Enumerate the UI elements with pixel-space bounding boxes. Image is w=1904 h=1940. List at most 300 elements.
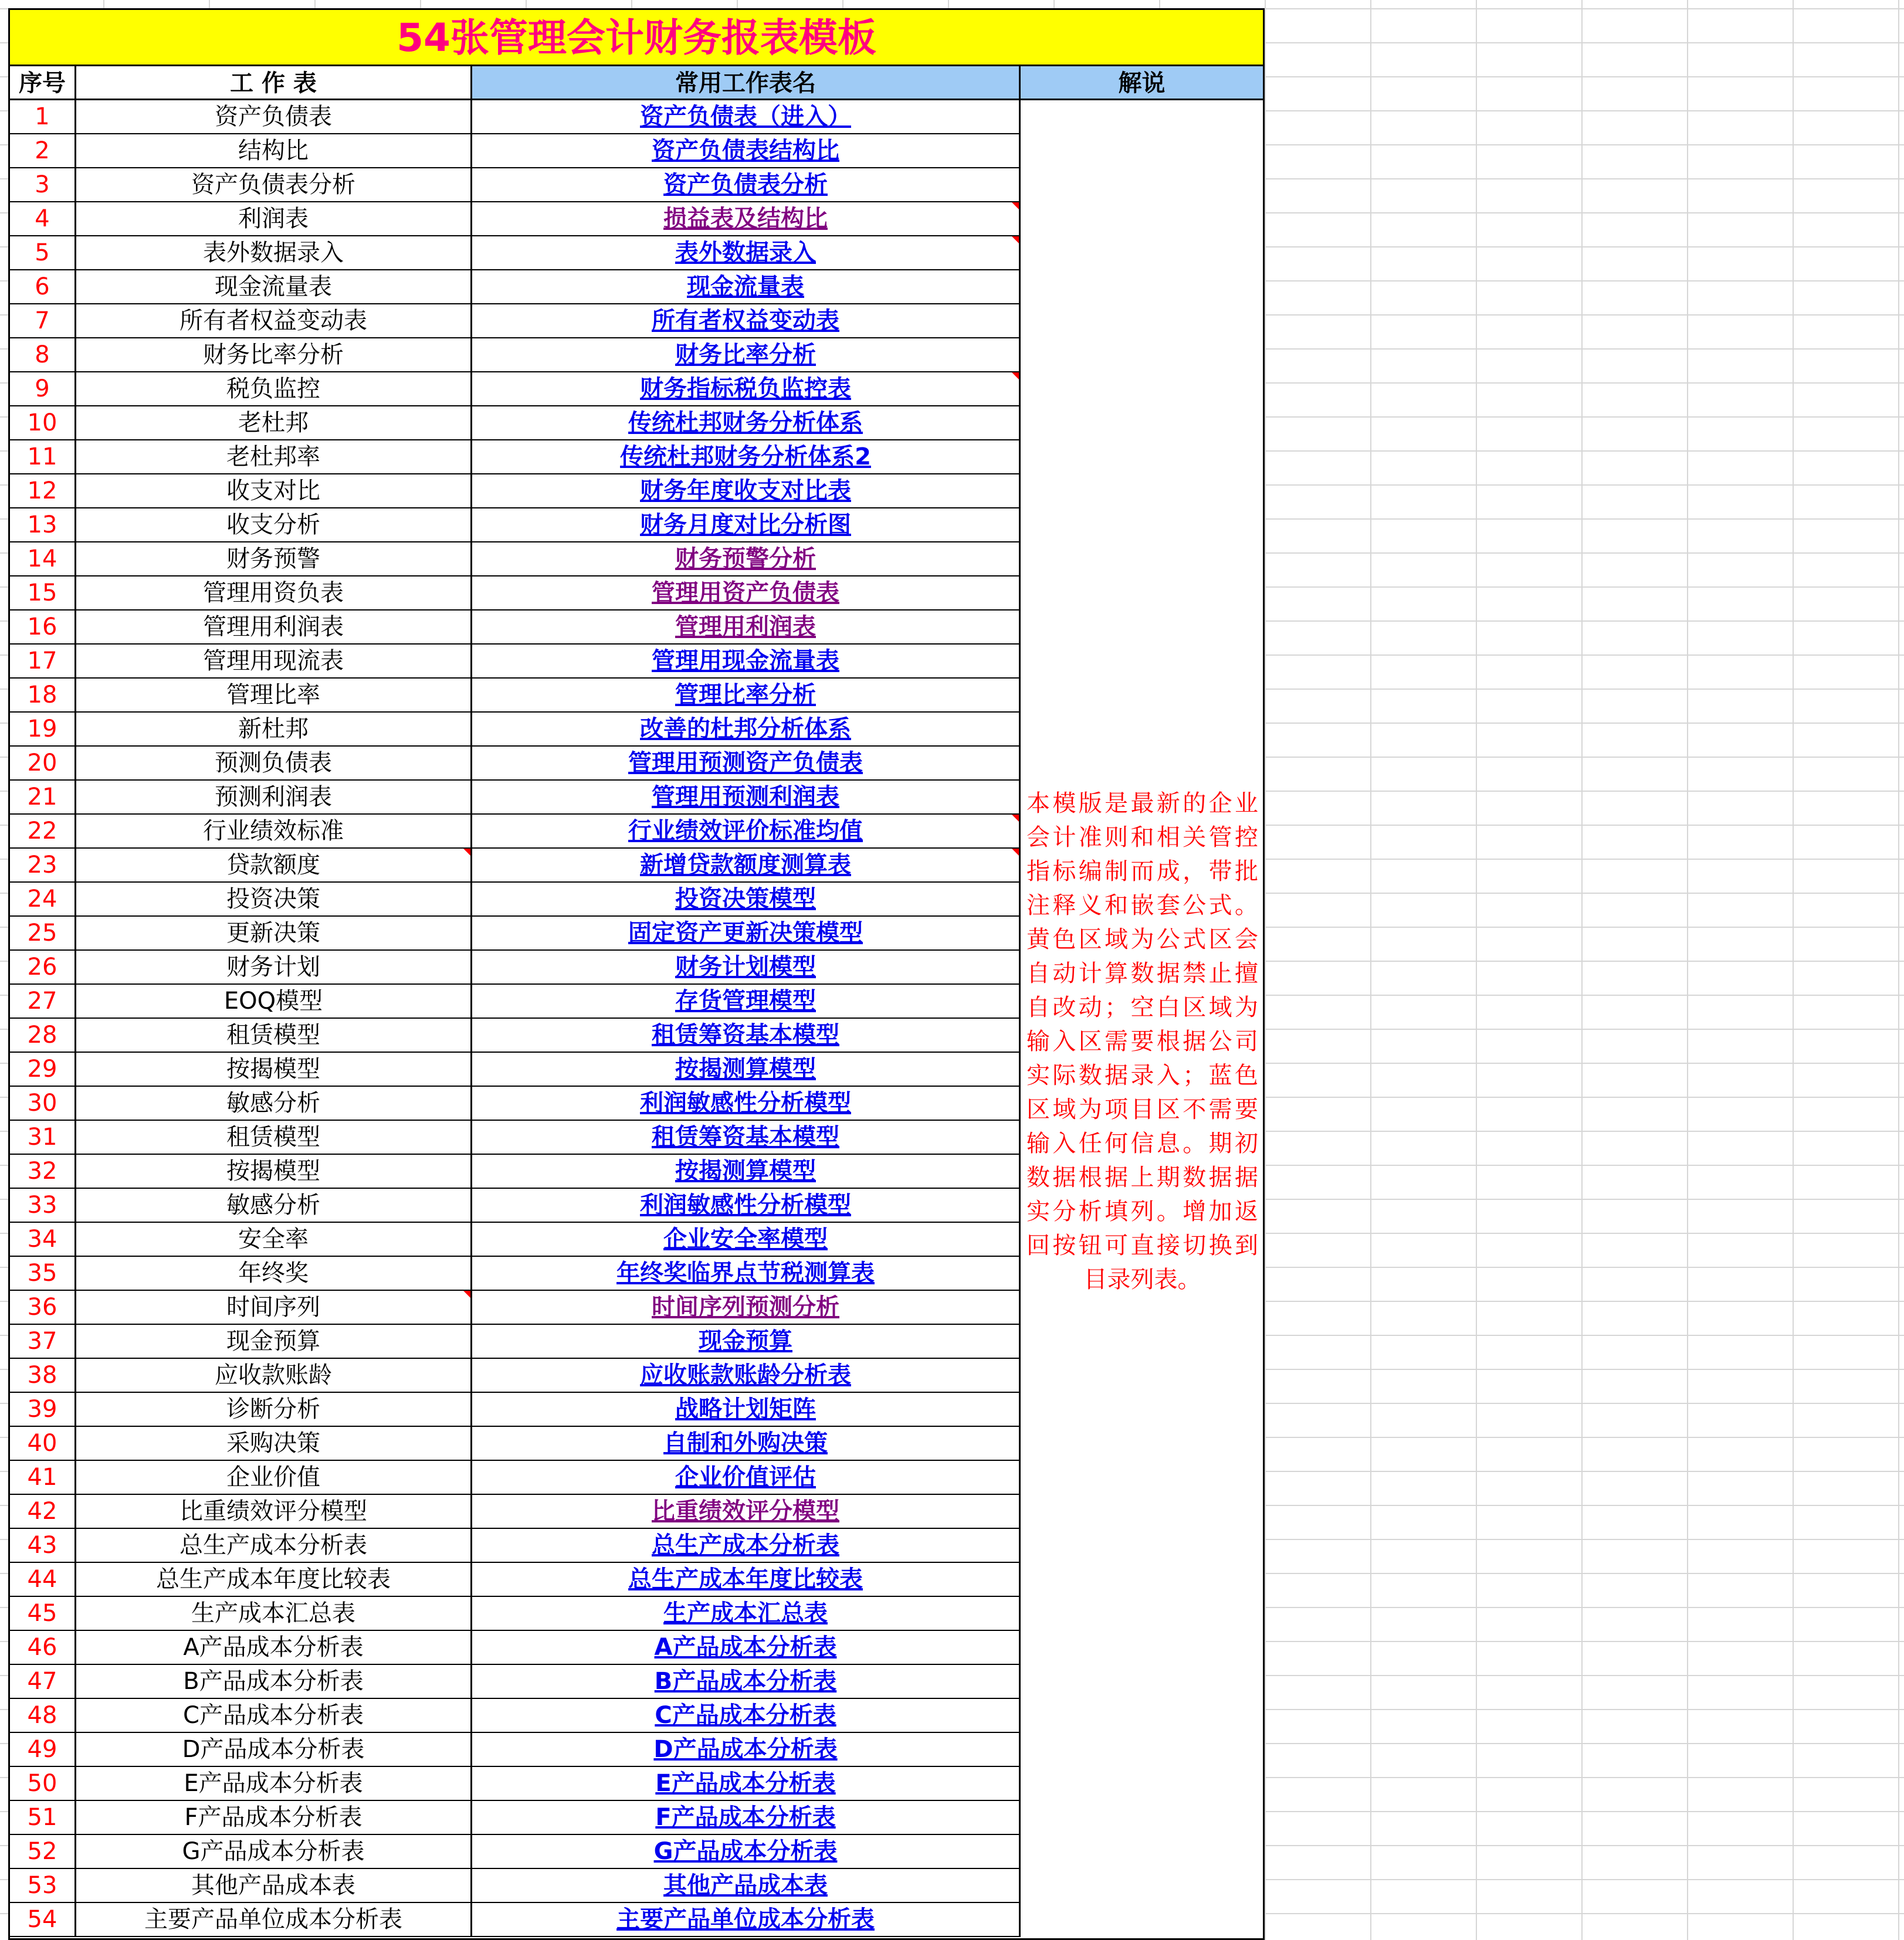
worksheet-label-text: 按揭模型 — [226, 1056, 320, 1083]
row-number: 39 — [10, 1393, 76, 1427]
table-row — [10, 1019, 1021, 1053]
sheet-hyperlink[interactable]: 租赁筹资基本模型 — [652, 1124, 839, 1151]
worksheet-label-text: 新杜邦 — [238, 715, 309, 742]
sheet-hyperlink[interactable]: 应收账款账龄分析表 — [640, 1362, 851, 1389]
row-number: 51 — [10, 1801, 76, 1835]
sheet-hyperlink[interactable]: B产品成本分析表 — [654, 1668, 837, 1695]
worksheet-label — [76, 1427, 472, 1461]
worksheet-label-text: 企业价值 — [226, 1464, 320, 1491]
sheet-link-cell — [472, 1699, 1021, 1733]
worksheet-label-text: 资产负债表分析 — [191, 171, 355, 198]
row-number: 53 — [10, 1869, 76, 1903]
row-number: 44 — [10, 1563, 76, 1597]
worksheet-label-text: 生产成本汇总表 — [191, 1600, 355, 1627]
worksheet-label-text: 租赁模型 — [226, 1124, 320, 1151]
table-row — [10, 883, 1021, 917]
sheet-hyperlink[interactable]: 现金流量表 — [687, 273, 804, 300]
report-index-table — [8, 8, 1265, 1940]
sheet-hyperlink[interactable]: A产品成本分析表 — [654, 1634, 837, 1661]
sheet-hyperlink[interactable]: 企业安全率模型 — [663, 1226, 828, 1253]
sheet-link-cell — [472, 576, 1021, 611]
sheet-link-cell — [472, 1427, 1021, 1461]
sheet-hyperlink[interactable]: 企业价值评估 — [675, 1464, 816, 1491]
sheet-hyperlink[interactable]: 存货管理模型 — [675, 988, 816, 1015]
sheet-hyperlink[interactable]: 管理用预测利润表 — [652, 784, 839, 810]
sheet-link-cell — [472, 508, 1021, 542]
worksheet-label-text: 投资决策 — [226, 886, 320, 913]
sheet-link-cell — [472, 611, 1021, 645]
worksheet-label-text: 现金流量表 — [215, 273, 332, 300]
row-number: 22 — [10, 815, 76, 849]
worksheet-label — [76, 406, 472, 440]
table-row — [10, 372, 1021, 406]
sheet-hyperlink[interactable]: 行业绩效评价标准均值 — [628, 818, 863, 844]
sheet-link-cell — [472, 883, 1021, 917]
worksheet-label-text: B产品成本分析表 — [183, 1668, 364, 1695]
worksheet-label — [76, 1869, 472, 1903]
table-row — [10, 679, 1021, 713]
sheet-hyperlink[interactable]: 自制和外购决策 — [663, 1430, 828, 1457]
row-number: 18 — [10, 679, 76, 713]
worksheet-label-text: 老杜邦率 — [226, 443, 320, 470]
sheet-link-cell — [472, 1155, 1021, 1189]
worksheet-label — [76, 474, 472, 508]
table-row — [10, 1155, 1021, 1189]
worksheet-label-text: EOQ模型 — [223, 988, 323, 1015]
worksheet-label-text: 老杜邦 — [238, 409, 309, 436]
sheet-link-cell — [472, 1121, 1021, 1155]
sheet-link-cell — [472, 645, 1021, 679]
table-row — [10, 576, 1021, 611]
comment-indicator-icon[interactable] — [1012, 815, 1019, 822]
sheet-link-cell — [472, 747, 1021, 781]
sheet-link-cell — [472, 1393, 1021, 1427]
sheet-link-cell — [472, 168, 1021, 202]
worksheet-label — [76, 611, 472, 645]
row-number: 50 — [10, 1767, 76, 1801]
table-row — [10, 134, 1021, 168]
row-number: 20 — [10, 747, 76, 781]
worksheet-label — [76, 985, 472, 1019]
sheet-link-cell — [472, 1257, 1021, 1291]
worksheet-label — [76, 100, 472, 134]
worksheet-label — [76, 951, 472, 985]
sheet-hyperlink[interactable]: 利润敏感性分析模型 — [640, 1090, 851, 1117]
sheet-hyperlink[interactable]: 资产负债表（进入） — [640, 103, 851, 130]
row-number: 31 — [10, 1121, 76, 1155]
worksheet-label — [76, 1121, 472, 1155]
worksheet-label — [76, 1631, 472, 1665]
table-row — [10, 1529, 1021, 1563]
sheet-hyperlink[interactable]: 财务预警分析 — [675, 545, 816, 572]
row-number: 9 — [10, 372, 76, 406]
table-row — [10, 1495, 1021, 1529]
worksheet-label-text: 诊断分析 — [226, 1396, 320, 1423]
worksheet-label — [76, 1461, 472, 1495]
comment-indicator-icon[interactable] — [463, 1291, 470, 1298]
table-row — [10, 542, 1021, 576]
worksheet-label-text: 收支分析 — [226, 511, 320, 538]
row-number: 30 — [10, 1087, 76, 1121]
worksheet-label — [76, 1563, 472, 1597]
worksheet-label — [76, 645, 472, 679]
row-number: 47 — [10, 1665, 76, 1699]
sheet-title: 54张管理会计财务报表模板 — [10, 10, 1263, 66]
worksheet-label — [76, 1699, 472, 1733]
worksheet-label — [76, 849, 472, 883]
sheet-hyperlink[interactable]: 财务计划模型 — [675, 954, 816, 981]
row-number: 36 — [10, 1291, 76, 1325]
worksheet-label — [76, 338, 472, 372]
table-body — [10, 100, 1021, 1937]
worksheet-label — [76, 1597, 472, 1631]
table-row — [10, 100, 1021, 134]
row-number: 29 — [10, 1053, 76, 1087]
worksheet-label-text: 预测负债表 — [215, 749, 332, 776]
worksheet-label — [76, 1257, 472, 1291]
row-number: 23 — [10, 849, 76, 883]
table-row — [10, 474, 1021, 508]
table-row — [10, 1699, 1021, 1733]
table-row — [10, 1427, 1021, 1461]
table-row — [10, 270, 1021, 304]
table-row — [10, 1733, 1021, 1767]
row-number: 41 — [10, 1461, 76, 1495]
sheet-hyperlink[interactable]: 管理用预测资产负债表 — [628, 749, 863, 776]
row-number: 46 — [10, 1631, 76, 1665]
worksheet-label-text: F产品成本分析表 — [184, 1804, 362, 1831]
worksheet-label-text: 预测利润表 — [215, 784, 332, 810]
table-row — [10, 1223, 1021, 1257]
table-row — [10, 849, 1021, 883]
worksheet-label-text: E产品成本分析表 — [184, 1770, 363, 1797]
table-row — [10, 1257, 1021, 1291]
comment-indicator-icon[interactable] — [463, 849, 470, 856]
sheet-hyperlink[interactable]: E产品成本分析表 — [655, 1770, 836, 1797]
sheet-link-cell — [472, 1563, 1021, 1597]
table-row — [10, 1461, 1021, 1495]
comment-indicator-icon[interactable] — [1012, 849, 1019, 856]
table-row — [10, 338, 1021, 372]
worksheet-label — [76, 781, 472, 815]
table-row — [10, 611, 1021, 645]
worksheet-label-text: 租赁模型 — [226, 1022, 320, 1049]
sheet-link-cell — [472, 1733, 1021, 1767]
sheet-hyperlink[interactable]: 按揭测算模型 — [675, 1056, 816, 1083]
sheet-link-cell — [472, 1529, 1021, 1563]
table-row — [10, 1869, 1021, 1903]
sheet-link-cell — [472, 985, 1021, 1019]
sheet-link-cell — [472, 1767, 1021, 1801]
table-row — [10, 1597, 1021, 1631]
worksheet-label-text: 现金预算 — [226, 1328, 320, 1355]
sheet-hyperlink[interactable]: C产品成本分析表 — [655, 1702, 836, 1729]
row-number: 5 — [10, 236, 76, 270]
sheet-hyperlink[interactable]: 损益表及结构比 — [663, 205, 828, 232]
sheet-link-cell — [472, 406, 1021, 440]
sheet-link-cell — [472, 951, 1021, 985]
table-row — [10, 1325, 1021, 1359]
row-number: 42 — [10, 1495, 76, 1529]
worksheet-label-text: D产品成本分析表 — [182, 1736, 365, 1763]
table-row — [10, 951, 1021, 985]
sheet-hyperlink[interactable]: 其他产品成本表 — [663, 1872, 828, 1899]
row-number: 45 — [10, 1597, 76, 1631]
worksheet-label — [76, 236, 472, 270]
header-description: 解说 — [1021, 66, 1263, 100]
worksheet-label — [76, 1053, 472, 1087]
worksheet-label-text: 所有者权益变动表 — [179, 307, 367, 334]
sheet-hyperlink[interactable]: 管理用资产负债表 — [652, 579, 839, 606]
sheet-link-cell — [472, 1495, 1021, 1529]
row-number: 52 — [10, 1835, 76, 1869]
sheet-hyperlink[interactable]: F产品成本分析表 — [655, 1804, 836, 1831]
table-row — [10, 406, 1021, 440]
row-number: 16 — [10, 611, 76, 645]
sheet-hyperlink[interactable]: 按揭测算模型 — [675, 1158, 816, 1185]
table-row — [10, 168, 1021, 202]
sheet-hyperlink[interactable]: 传统杜邦财务分析体系2 — [620, 443, 871, 470]
row-number: 49 — [10, 1733, 76, 1767]
worksheet-label-text: 财务比率分析 — [203, 341, 344, 368]
table-row — [10, 1121, 1021, 1155]
worksheet-label-text: 敏感分析 — [226, 1090, 320, 1117]
sheet-link-cell — [472, 474, 1021, 508]
sheet-hyperlink[interactable]: G产品成本分析表 — [653, 1838, 838, 1865]
header-no: 序号 — [10, 66, 76, 100]
sheet-link-cell — [472, 917, 1021, 951]
worksheet-label — [76, 1529, 472, 1563]
worksheet-label — [76, 202, 472, 236]
worksheet-label — [76, 542, 472, 576]
sheet-link-cell — [472, 542, 1021, 576]
table-row — [10, 713, 1021, 747]
sheet-hyperlink[interactable]: 战略计划矩阵 — [675, 1396, 816, 1423]
sheet-hyperlink[interactable]: 新增贷款额度测算表 — [640, 852, 851, 879]
worksheet-label-text: 总生产成本分析表 — [179, 1532, 367, 1559]
worksheet-label-text: 利润表 — [238, 205, 309, 232]
worksheet-label-text: 时间序列 — [226, 1294, 320, 1321]
sheet-hyperlink[interactable]: 财务年度收支对比表 — [640, 477, 851, 504]
worksheet-label — [76, 883, 472, 917]
worksheet-label — [76, 1495, 472, 1529]
sheet-link-cell — [472, 1835, 1021, 1869]
worksheet-label-text: 管理用现流表 — [203, 647, 344, 674]
worksheet-label — [76, 1019, 472, 1053]
worksheet-label — [76, 1155, 472, 1189]
sheet-link-cell — [472, 1291, 1021, 1325]
sheet-hyperlink[interactable]: 固定资产更新决策模型 — [628, 920, 863, 947]
row-number: 6 — [10, 270, 76, 304]
sheet-link-cell — [472, 134, 1021, 168]
header-worksheet: 工 作 表 — [76, 66, 472, 100]
comment-indicator-icon[interactable] — [1012, 236, 1019, 243]
sheet-hyperlink[interactable]: 利润敏感性分析模型 — [640, 1192, 851, 1219]
worksheet-label — [76, 372, 472, 406]
worksheet-label — [76, 815, 472, 849]
sheet-hyperlink[interactable]: 年终奖临界点节税测算表 — [616, 1260, 875, 1287]
table-row — [10, 1563, 1021, 1597]
row-number: 25 — [10, 917, 76, 951]
sheet-link-cell — [472, 1665, 1021, 1699]
sheet-link-cell — [472, 713, 1021, 747]
sheet-hyperlink[interactable]: 资产负债表分析 — [663, 171, 828, 198]
worksheet-label — [76, 1359, 472, 1393]
sheet-link-cell — [472, 1903, 1021, 1937]
sheet-hyperlink[interactable]: 财务月度对比分析图 — [640, 511, 851, 538]
table-row — [10, 1835, 1021, 1869]
worksheet-label — [76, 1835, 472, 1869]
sheet-hyperlink[interactable]: 现金预算 — [699, 1328, 792, 1355]
sheet-link-cell — [472, 1869, 1021, 1903]
row-number: 4 — [10, 202, 76, 236]
worksheet-label-text: 管理用利润表 — [203, 613, 344, 640]
worksheet-label — [76, 1087, 472, 1121]
sheet-link-cell — [472, 1189, 1021, 1223]
worksheet-label-text: 财务计划 — [226, 954, 320, 981]
worksheet-label-text: 应收款账龄 — [215, 1362, 332, 1389]
sheet-link-cell — [472, 849, 1021, 883]
row-number: 3 — [10, 168, 76, 202]
sheet-hyperlink[interactable]: 投资决策模型 — [675, 886, 816, 913]
worksheet-label — [76, 679, 472, 713]
sheet-hyperlink[interactable]: 管理用利润表 — [675, 613, 816, 640]
sheet-link-cell — [472, 270, 1021, 304]
row-number: 28 — [10, 1019, 76, 1053]
worksheet-label-text: 安全率 — [238, 1226, 309, 1253]
worksheet-label — [76, 1291, 472, 1325]
sheet-hyperlink[interactable]: 生产成本汇总表 — [663, 1600, 828, 1627]
header-sheet-name: 常用工作表名 — [472, 66, 1021, 100]
table-row — [10, 985, 1021, 1019]
worksheet-label-text: 其他产品成本表 — [191, 1872, 355, 1899]
table-row — [10, 236, 1021, 270]
table-row — [10, 1631, 1021, 1665]
sheet-link-cell — [472, 1053, 1021, 1087]
worksheet-label — [76, 304, 472, 338]
sheet-link-cell — [472, 202, 1021, 236]
sheet-link-cell — [472, 236, 1021, 270]
worksheet-label — [76, 134, 472, 168]
row-number: 34 — [10, 1223, 76, 1257]
sheet-hyperlink[interactable]: 所有者权益变动表 — [652, 307, 839, 334]
sheet-link-cell — [472, 1223, 1021, 1257]
row-number: 7 — [10, 304, 76, 338]
table-row — [10, 747, 1021, 781]
sheet-link-cell — [472, 1461, 1021, 1495]
comment-indicator-icon[interactable] — [1012, 202, 1019, 209]
worksheet-label — [76, 1903, 472, 1937]
sheet-link-cell — [472, 1801, 1021, 1835]
worksheet-label — [76, 1325, 472, 1359]
row-number: 13 — [10, 508, 76, 542]
sheet-hyperlink[interactable]: 时间序列预测分析 — [652, 1294, 839, 1321]
row-number: 14 — [10, 542, 76, 576]
row-number: 35 — [10, 1257, 76, 1291]
sheet-hyperlink[interactable]: 管理比率分析 — [675, 681, 816, 708]
sheet-link-cell — [472, 679, 1021, 713]
worksheet-label — [76, 270, 472, 304]
table-row — [10, 202, 1021, 236]
row-number: 37 — [10, 1325, 76, 1359]
worksheet-label — [76, 1733, 472, 1767]
row-number: 32 — [10, 1155, 76, 1189]
sheet-hyperlink[interactable]: 总生产成本年度比较表 — [628, 1566, 863, 1593]
worksheet-label — [76, 713, 472, 747]
worksheet-label-text: 年终奖 — [238, 1260, 309, 1287]
sheet-hyperlink[interactable]: 财务指标税负监控表 — [640, 375, 851, 402]
worksheet-label — [76, 747, 472, 781]
sheet-link-cell — [472, 440, 1021, 474]
table-row — [10, 1801, 1021, 1835]
description-text: 本模版是最新的企业会计准则和相关管控指标编制而成，带批注释义和嵌套公式。黄色区域为公式区会自动计算数据禁止擅自改动；空白区域为输入区需要根据公司实际数据录入；蓝色区域为项目区不需要输入任何信息。期初数据根据上期数据据实分析填列。增加返回按钮可直接切换到目录列表。 — [1026, 790, 1258, 1293]
sheet-hyperlink[interactable]: 财务比率分析 — [675, 341, 816, 368]
comment-indicator-icon[interactable] — [1012, 372, 1019, 379]
sheet-hyperlink[interactable]: 改善的杜邦分析体系 — [640, 715, 851, 742]
row-number: 8 — [10, 338, 76, 372]
sheet-link-cell — [472, 781, 1021, 815]
sheet-link-cell — [472, 1597, 1021, 1631]
sheet-hyperlink[interactable]: 管理用现金流量表 — [652, 647, 839, 674]
table-row — [10, 1903, 1021, 1937]
sheet-hyperlink[interactable]: D产品成本分析表 — [653, 1736, 838, 1763]
worksheet-label-text: 比重绩效评分模型 — [179, 1498, 367, 1525]
row-number: 19 — [10, 713, 76, 747]
row-number: 24 — [10, 883, 76, 917]
worksheet-label-text: 资产负债表 — [215, 103, 332, 130]
table-row — [10, 508, 1021, 542]
worksheet-label — [76, 1189, 472, 1223]
worksheet-label-text: 主要产品单位成本分析表 — [144, 1906, 402, 1933]
sheet-hyperlink[interactable]: 比重绩效评分模型 — [652, 1498, 839, 1525]
sheet-hyperlink[interactable]: 主要产品单位成本分析表 — [616, 1906, 875, 1933]
worksheet-label-text: 敏感分析 — [226, 1192, 320, 1219]
sheet-hyperlink[interactable]: 传统杜邦财务分析体系 — [628, 409, 863, 436]
row-number: 33 — [10, 1189, 76, 1223]
worksheet-label — [76, 1767, 472, 1801]
sheet-hyperlink[interactable]: 租赁筹资基本模型 — [652, 1022, 839, 1049]
worksheet-label-text: 收支对比 — [226, 477, 320, 504]
description-cell — [1021, 100, 1263, 1938]
worksheet-label — [76, 1665, 472, 1699]
worksheet-label-text: 财务预警 — [226, 545, 320, 572]
worksheet-label — [76, 917, 472, 951]
worksheet-label-text: 管理比率 — [226, 681, 320, 708]
table-row — [10, 1291, 1021, 1325]
table-row — [10, 440, 1021, 474]
table-row — [10, 1767, 1021, 1801]
table-row — [10, 1665, 1021, 1699]
worksheet-label-text: 行业绩效标准 — [203, 818, 344, 844]
sheet-hyperlink[interactable]: 表外数据录入 — [675, 239, 816, 266]
table-row — [10, 815, 1021, 849]
sheet-link-cell — [472, 100, 1021, 134]
worksheet-label-text: 总生产成本年度比较表 — [156, 1566, 391, 1593]
sheet-link-cell — [472, 372, 1021, 406]
worksheet-label — [76, 440, 472, 474]
sheet-hyperlink[interactable]: 总生产成本分析表 — [652, 1532, 839, 1559]
row-number: 43 — [10, 1529, 76, 1563]
worksheet-label-text: 贷款额度 — [226, 852, 320, 879]
worksheet-label-text: 按揭模型 — [226, 1158, 320, 1185]
table-row — [10, 917, 1021, 951]
row-number: 15 — [10, 576, 76, 611]
row-number: 38 — [10, 1359, 76, 1393]
sheet-link-cell — [472, 815, 1021, 849]
row-number: 2 — [10, 134, 76, 168]
sheet-hyperlink[interactable]: 资产负债表结构比 — [652, 137, 839, 164]
worksheet-label-text: A产品成本分析表 — [183, 1634, 364, 1661]
